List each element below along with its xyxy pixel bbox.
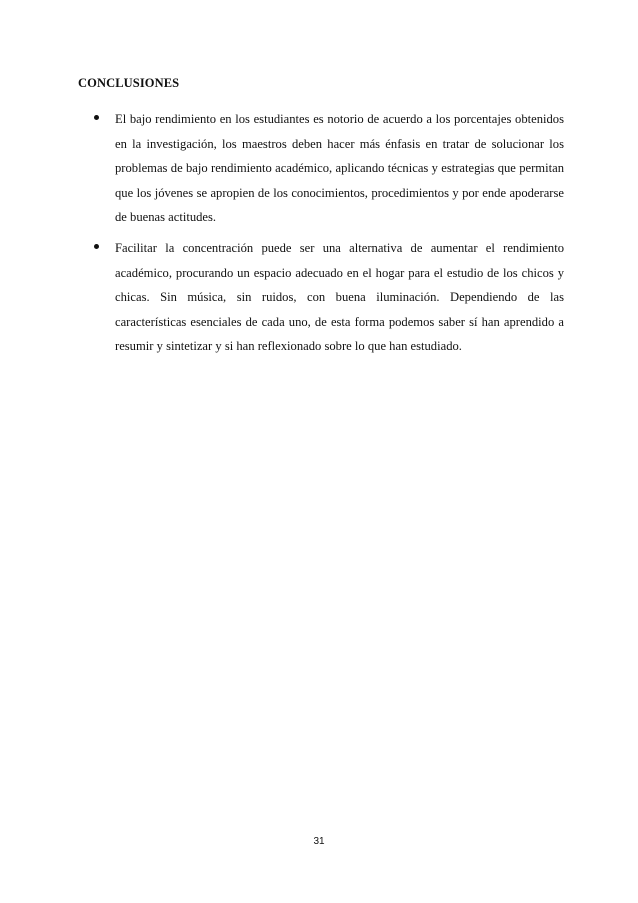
list-item [90, 236, 564, 359]
bullet-icon [94, 244, 99, 249]
page-number: 31 [313, 836, 325, 847]
conclusions-list-2 [90, 236, 564, 359]
list-item [90, 107, 564, 230]
list-item-text: El bajo rendimiento en los estudiantes es notorio de acuerdo a los porcentajes obtenidos en la investigación, los maestros deben hacer más énfasis en tratar de solucionar los problemas de bajo rendimiento académico, aplicando técnicas y estrategias que permitan que los jóvenes se apropien de los conocimientos, procedimientos y por ende apoderarse de buenas actitudes. [115, 112, 564, 225]
bullet-icon [94, 115, 99, 120]
section-heading: CONCLUSIONES [78, 76, 180, 90]
list-item-text: Facilitar la concentración puede ser una alternativa de aumentar el rendimiento académico, procurando un espacio adecuado en el hogar para el estudio de los chicos y chicas. Sin música, sin ruidos, con buena iluminación. Dependiendo de las características esenciales de cada uno, de esta forma podemos saber sí han aprendido a resumir y sintetizar y si han reflexionado sobre lo que han estudiado. [115, 241, 564, 354]
conclusions-list-1 [90, 107, 564, 230]
